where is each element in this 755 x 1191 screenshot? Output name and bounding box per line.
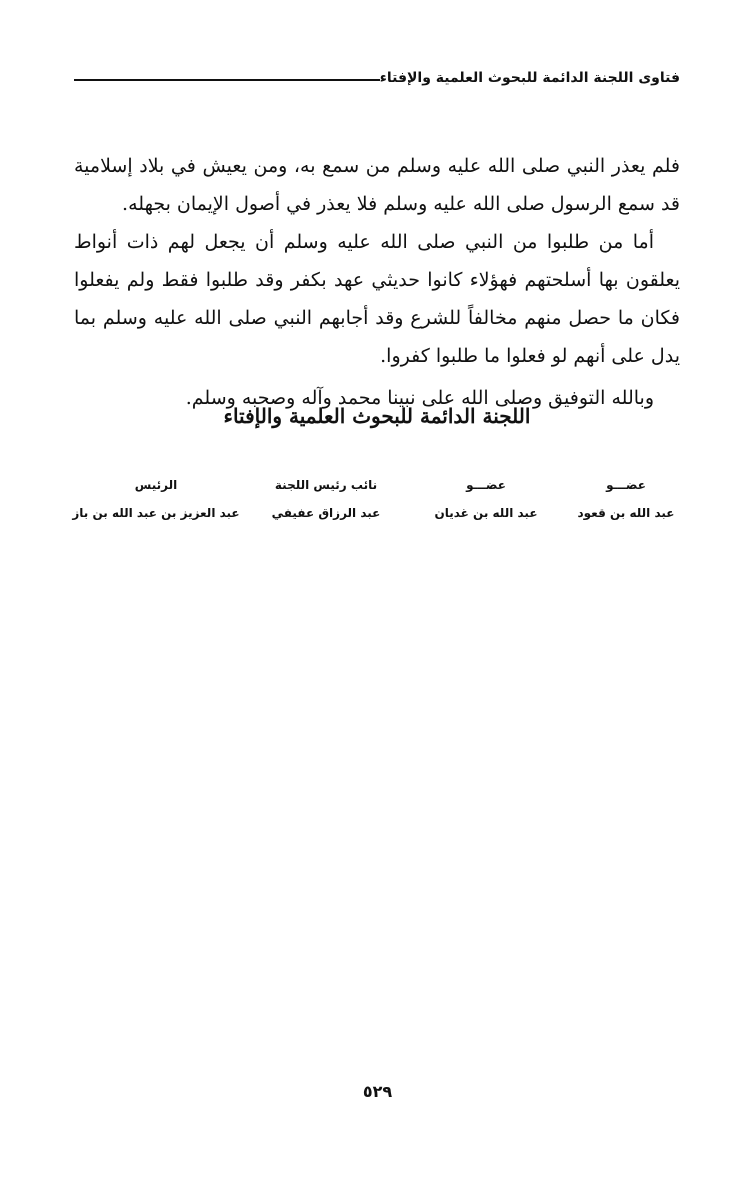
body-paragraph-2: أما من طلبوا من النبي صلى الله عليه وسلم أن يجعل لهم ذات أنواط يعلقون بها أسلحتهم فهؤلاء كانوا حديثي عهد بكفر وقد طلبوا فقط ولم يفعلوا فكان ما حصل منهم مخالفاً للشرع وقد أجابهم النبي صلى الله عليه وسلم بما يدل على أنهم لو فعلوا ما طلبوا كفروا. <box>74 231 680 367</box>
running-header <box>74 66 680 90</box>
header-title: فتاوى اللجنة الدائمة للبحوث العلمية والإفتاء <box>379 70 680 86</box>
page-number: ٥٢٩ <box>362 1082 393 1101</box>
signature-name: عبد العزيز بن عبد الله بن باز <box>72 506 240 520</box>
signature-title: عضـــو <box>606 478 646 492</box>
signature-title: عضـــو <box>466 478 506 492</box>
signatures-block <box>74 474 680 534</box>
signature-name: عبد الله بن غديان <box>434 506 538 520</box>
signature-vice-president <box>256 474 396 524</box>
signature-member-2 <box>426 474 546 524</box>
body-paragraph-1: فلم يعذر النبي صلى الله عليه وسلم من سمع به، ومن يعيش في بلاد إسلامية قد سمع الرسول صلى الله عليه وسلم فلا يعذر في أصول الإيمان بجهله. <box>74 155 680 215</box>
fatwa-body <box>74 147 680 417</box>
closing-line: وبالله التوفيق وصلى الله على نبينا محمد وآله وصحبه وسلم. <box>185 387 654 409</box>
signature-name: عبد الرزاق عفيفي <box>271 506 381 520</box>
signature-member-1 <box>566 474 686 524</box>
signature-president <box>66 474 246 524</box>
signature-title: الرئيس <box>134 478 178 492</box>
committee-name: اللجنة الدائمة للبحوث العلمية والإفتاء <box>223 404 531 428</box>
header-rule <box>74 79 380 81</box>
signature-title: نائب رئيس اللجنة <box>274 478 378 492</box>
signature-name: عبد الله بن قعود <box>577 506 675 520</box>
